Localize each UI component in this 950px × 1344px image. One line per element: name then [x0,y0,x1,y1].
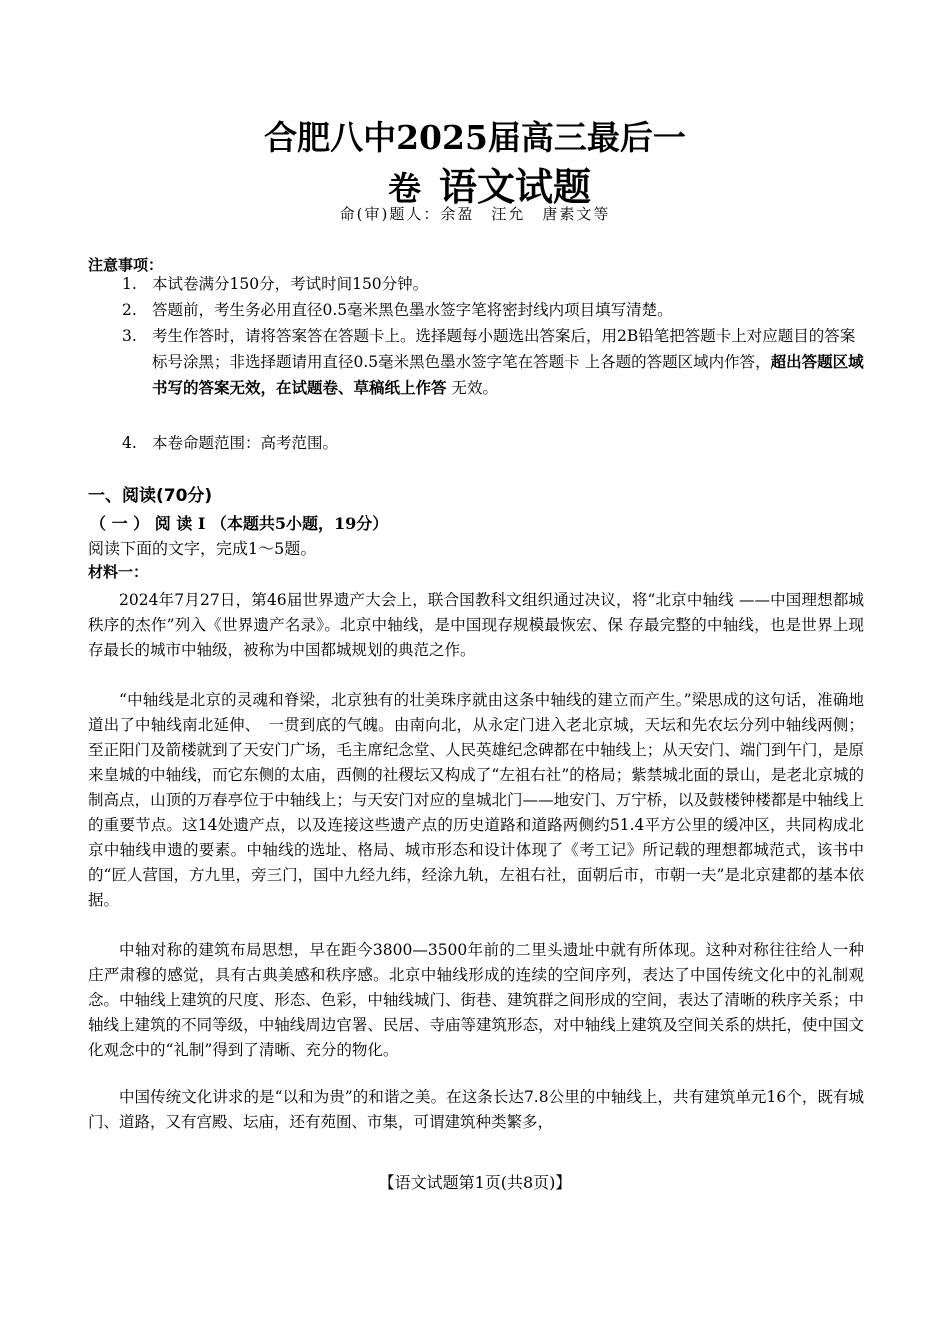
passage-paragraph-3: 中轴对称的建筑布局思想，早在距今3800—3500年前的二里头遗址中就有所体现。这种对称往往给人一种庄严肃穆的感觉，具有古典美感和秩序感。北京中轴线形成的连续的空间序列，表达了中国传统文化中的礼制观念。中轴线上建筑的尺度、形态、色彩，中轴线城门、街巷、建筑群之间形成的空间，表达了清晰的秩序关系；中轴线上建筑的不同等级，中轴线周边官署、民居、寺庙等建筑形态，对中轴线上建筑及空间关系的烘托，使中国文化观念中的“礼制”得到了清晰、充分的物化。 [88,941,864,1059]
notice-item-text-tail: 无效。 [446,379,498,397]
notice-item-number: 1. [122,275,137,293]
passage-paragraph-1: 2024年7月27日，第46届世界遗产大会上，联合国教科文组织通过决议，将“北京中轴线 ——中国理想都城秩序的杰作”列入《世界遗产名录》。北京中轴线，是中国现存规模最恢宏、保 存最完整的中轴线，也是世界上现存最长的城市中轴级，被称为中国都城规划的典范之作。 [88,591,864,659]
subsection-heading: （ 一 ） 阅 读 I （本题共5小题，19分） [90,514,389,533]
passage-paragraph-4: 中国传统文化讲求的是“以和为贵”的和谐之美。在这条长达7.8公里的中轴线上，共有建筑单元16个，既有城门、道路，又有宫殿、坛庙，还有苑囿、市集，可谓建筑种类繁多， [88,1088,864,1131]
notice-item-2 [122,297,867,323]
exam-subject: 语文试题 [439,164,592,209]
notice-item-text: 本试卷满分150分，考试时间150分钟。 [152,275,429,293]
notice-item-text-bold: 超出答题区域书写的答案无效，在试题卷、草稿纸上作答 [152,353,864,397]
reading-instruction: 阅读下面的文字，完成1～5题。 [88,539,317,558]
page-footer: 【语文试题第1页(共8页)】 [378,1173,572,1192]
notice-item-4 [122,430,867,456]
notice-item-text: 答题前，考生务必用直径0.5毫米黑色墨水签字笔将密封线内项目填写清楚。 [152,301,673,319]
notice-item-text-main: 考生作答时，请将答案答在答题卡上。选择题每小题选出答案后，用2B铅笔把答题卡上对应题目的答案标号涂黑；非选择题请用直径0.5毫米黑色墨水签字笔在答题卡 上各题的答题区域内作答， [152,327,856,371]
notice-item-number: 3. [122,327,137,345]
material-label: 材料一： [88,563,149,581]
section-heading: 一、阅读(70分) [88,486,213,506]
exam-title-line1: 合肥八中2025届高三最后一 [264,118,686,157]
notice-item-3 [122,323,867,397]
notice-heading: 注意事项： [88,256,164,274]
notice-item-number: 4. [122,434,137,452]
notice-item-text: 本卷命题范围：高考范围。 [152,434,339,452]
notice-item-1 [122,271,867,297]
passage-paragraph-2: “中轴线是北京的灵魂和脊梁，北京独有的壮美珠序就由这条中轴线的建立而产生。”梁思成的这句话，准确地道出了中轴线南北延伸、 一贯到底的气魄。由南向北，从永定门进入老北京城，天坛和先农坛分列中轴线两侧；至正阳门及箭楼就到了天安门广场，毛主席纪念堂、人民英雄纪念碑都在中轴线上；从天安门、端门到午门，是原来皇城的中轴线，而它东侧的太庙，西侧的社稷坛又构成了“左祖右社”的格局；紫禁城北面的景山，是老北京城的制高点，山顶的万春亭位于中轴线上；与天安门对应的皇城北门——地安门、万宁桥，以及鼓楼钟楼都是中轴线上的重要节点。这14处遗产点，以及连接这些遗产点的历史道路和道路两侧约51.4平方公里的缓冲区，共同构成北京中轴线申遗的要素。中轴线的选址、格局、城市形态和设计体现了《考工记》所记载的理想都城范式，该书中的“匠人营国，方九里，旁三门，国中九经九纬，经涂九轨，左祖右社，面朝后市，市朝一夫”是北京建都的基本依据。 [88,691,864,909]
notice-item-text [152,323,867,401]
exam-title-line2-a: 卷 [388,169,421,208]
notice-item-number: 2. [122,301,137,319]
exam-authors: 命(审)题人：余盈 汪允 唐素文等 [339,205,611,223]
